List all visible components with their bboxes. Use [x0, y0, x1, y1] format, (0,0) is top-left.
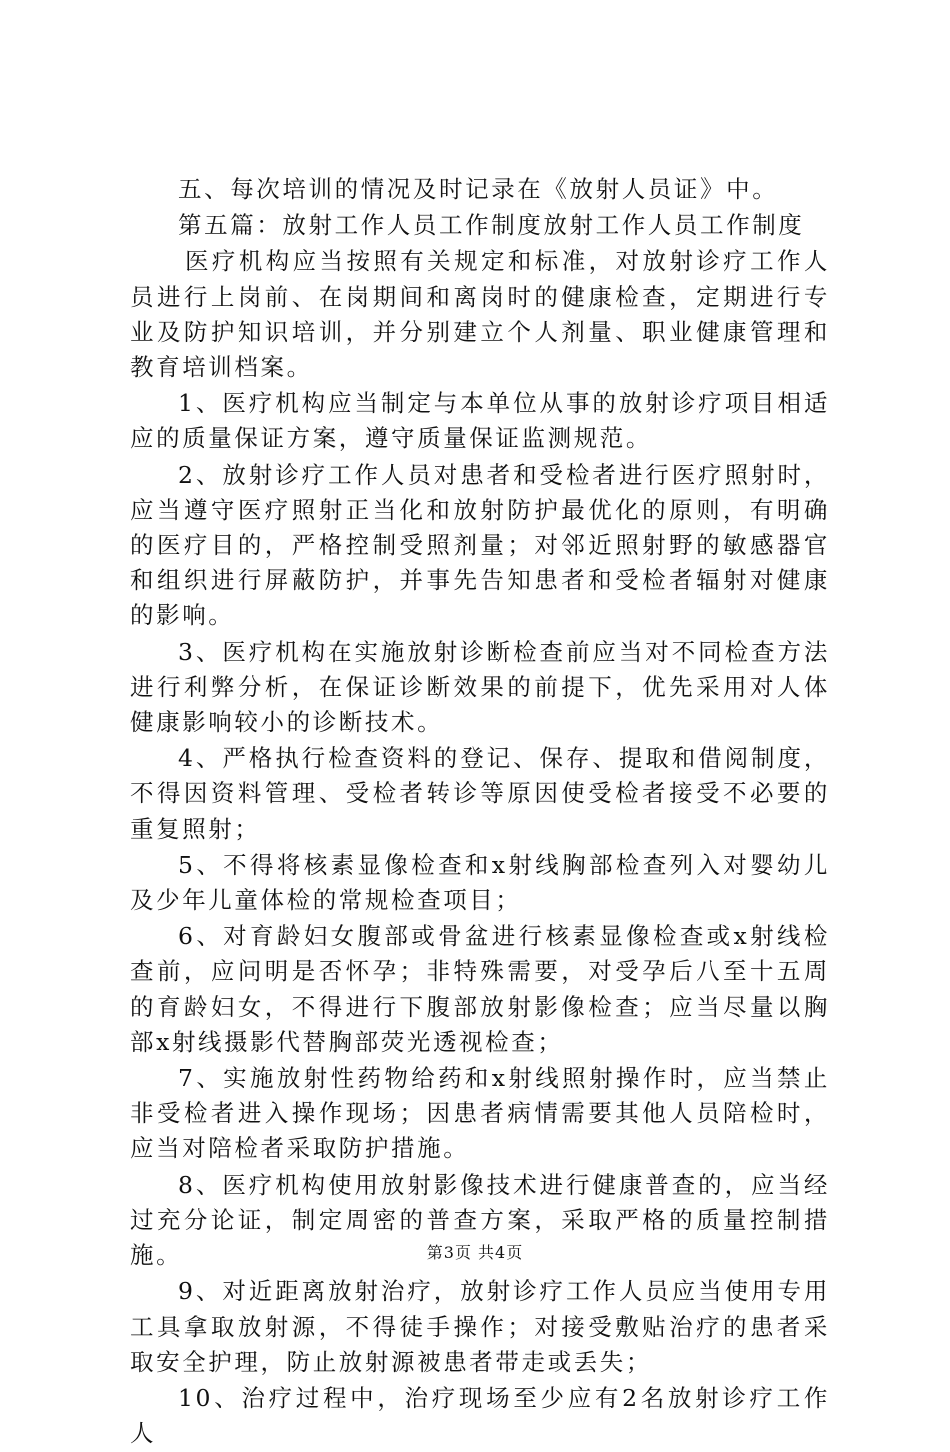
paragraph-item-2: 2、放射诊疗工作人员对患者和受检者进行医疗照射时，应当遵守医疗照射正当化和放射防护最优化的原则，有明确的医疗目的，严格控制受照剂量；对邻近照射野的敏感器官和组织进行屏蔽防护，并事先告知患者和受检者辐射对健康的影响。 — [130, 460, 830, 630]
paragraph-training-record: 五、每次培训的情况及时记录在《放射人员证》中。 — [178, 175, 779, 203]
paragraph-item-8: 8、医疗机构使用放射影像技术进行健康普查的，应当经过充分论证，制定周密的普查方案，采取严格的质量控制措施。 — [130, 1170, 830, 1270]
paragraph-section-heading: 第五篇：放射工作人员工作制度放射工作人员工作制度 — [178, 211, 805, 240]
page-footer — [0, 1240, 950, 1263]
paragraph-item-1: 1、医疗机构应当制定与本单位从事的放射诊疗项目相适应的质量保证方案，遵守质量保证监测规范。 — [130, 389, 830, 453]
paragraph-item-10: 10、治疗过程中，治疗现场至少应有2名放射诊疗工作人 — [130, 1383, 830, 1448]
paragraph-item-4: 4、严格执行检查资料的登记、保存、提取和借阅制度，不得因资料管理、受检者转诊等原因使受检者接受不必要的重复照射； — [130, 744, 830, 843]
paragraph-item-7: 7、实施放射性药物给药和x射线照射操作时，应当禁止非受检者进入操作现场；因患者病情需要其他人员陪检时，应当对陪检者采取防护措施。 — [130, 1064, 830, 1163]
paragraph-item-5: 5、不得将核素显像检查和x射线胸部检查列入对婴幼儿及少年儿童体检的常规检查项目； — [130, 850, 830, 915]
page-indicator: 第3页 共4页 — [426, 1243, 524, 1262]
paragraph-item-6: 6、对育龄妇女腹部或骨盆进行核素显像检查或x射线检查前，应问明是否怀孕；非特殊需要，对受孕后八至十五周的育龄妇女，不得进行下腹部放射影像检查；应当尽量以胸部x射线摄影代替胸部荧光透视检查； — [130, 922, 830, 1056]
paragraph-intro: 医疗机构应当按照有关规定和标准，对放射诊疗工作人员进行上岗前、在岗期间和离岗时的健康检查，定期进行专业及防护知识培训，并分别建立个人剂量、职业健康管理和教育培训档案。 — [130, 247, 830, 382]
paragraph-item-9: 9、对近距离放射治疗，放射诊疗工作人员应当使用专用工具拿取放射源，不得徒手操作；对接受敷贴治疗的患者采取安全护理，防止放射源被患者带走或丢失； — [130, 1277, 830, 1376]
paragraph-item-3: 3、医疗机构在实施放射诊断检查前应当对不同检查方法进行利弊分析，在保证诊断效果的前提下，优先采用对人体健康影响较小的诊断技术。 — [130, 637, 830, 737]
